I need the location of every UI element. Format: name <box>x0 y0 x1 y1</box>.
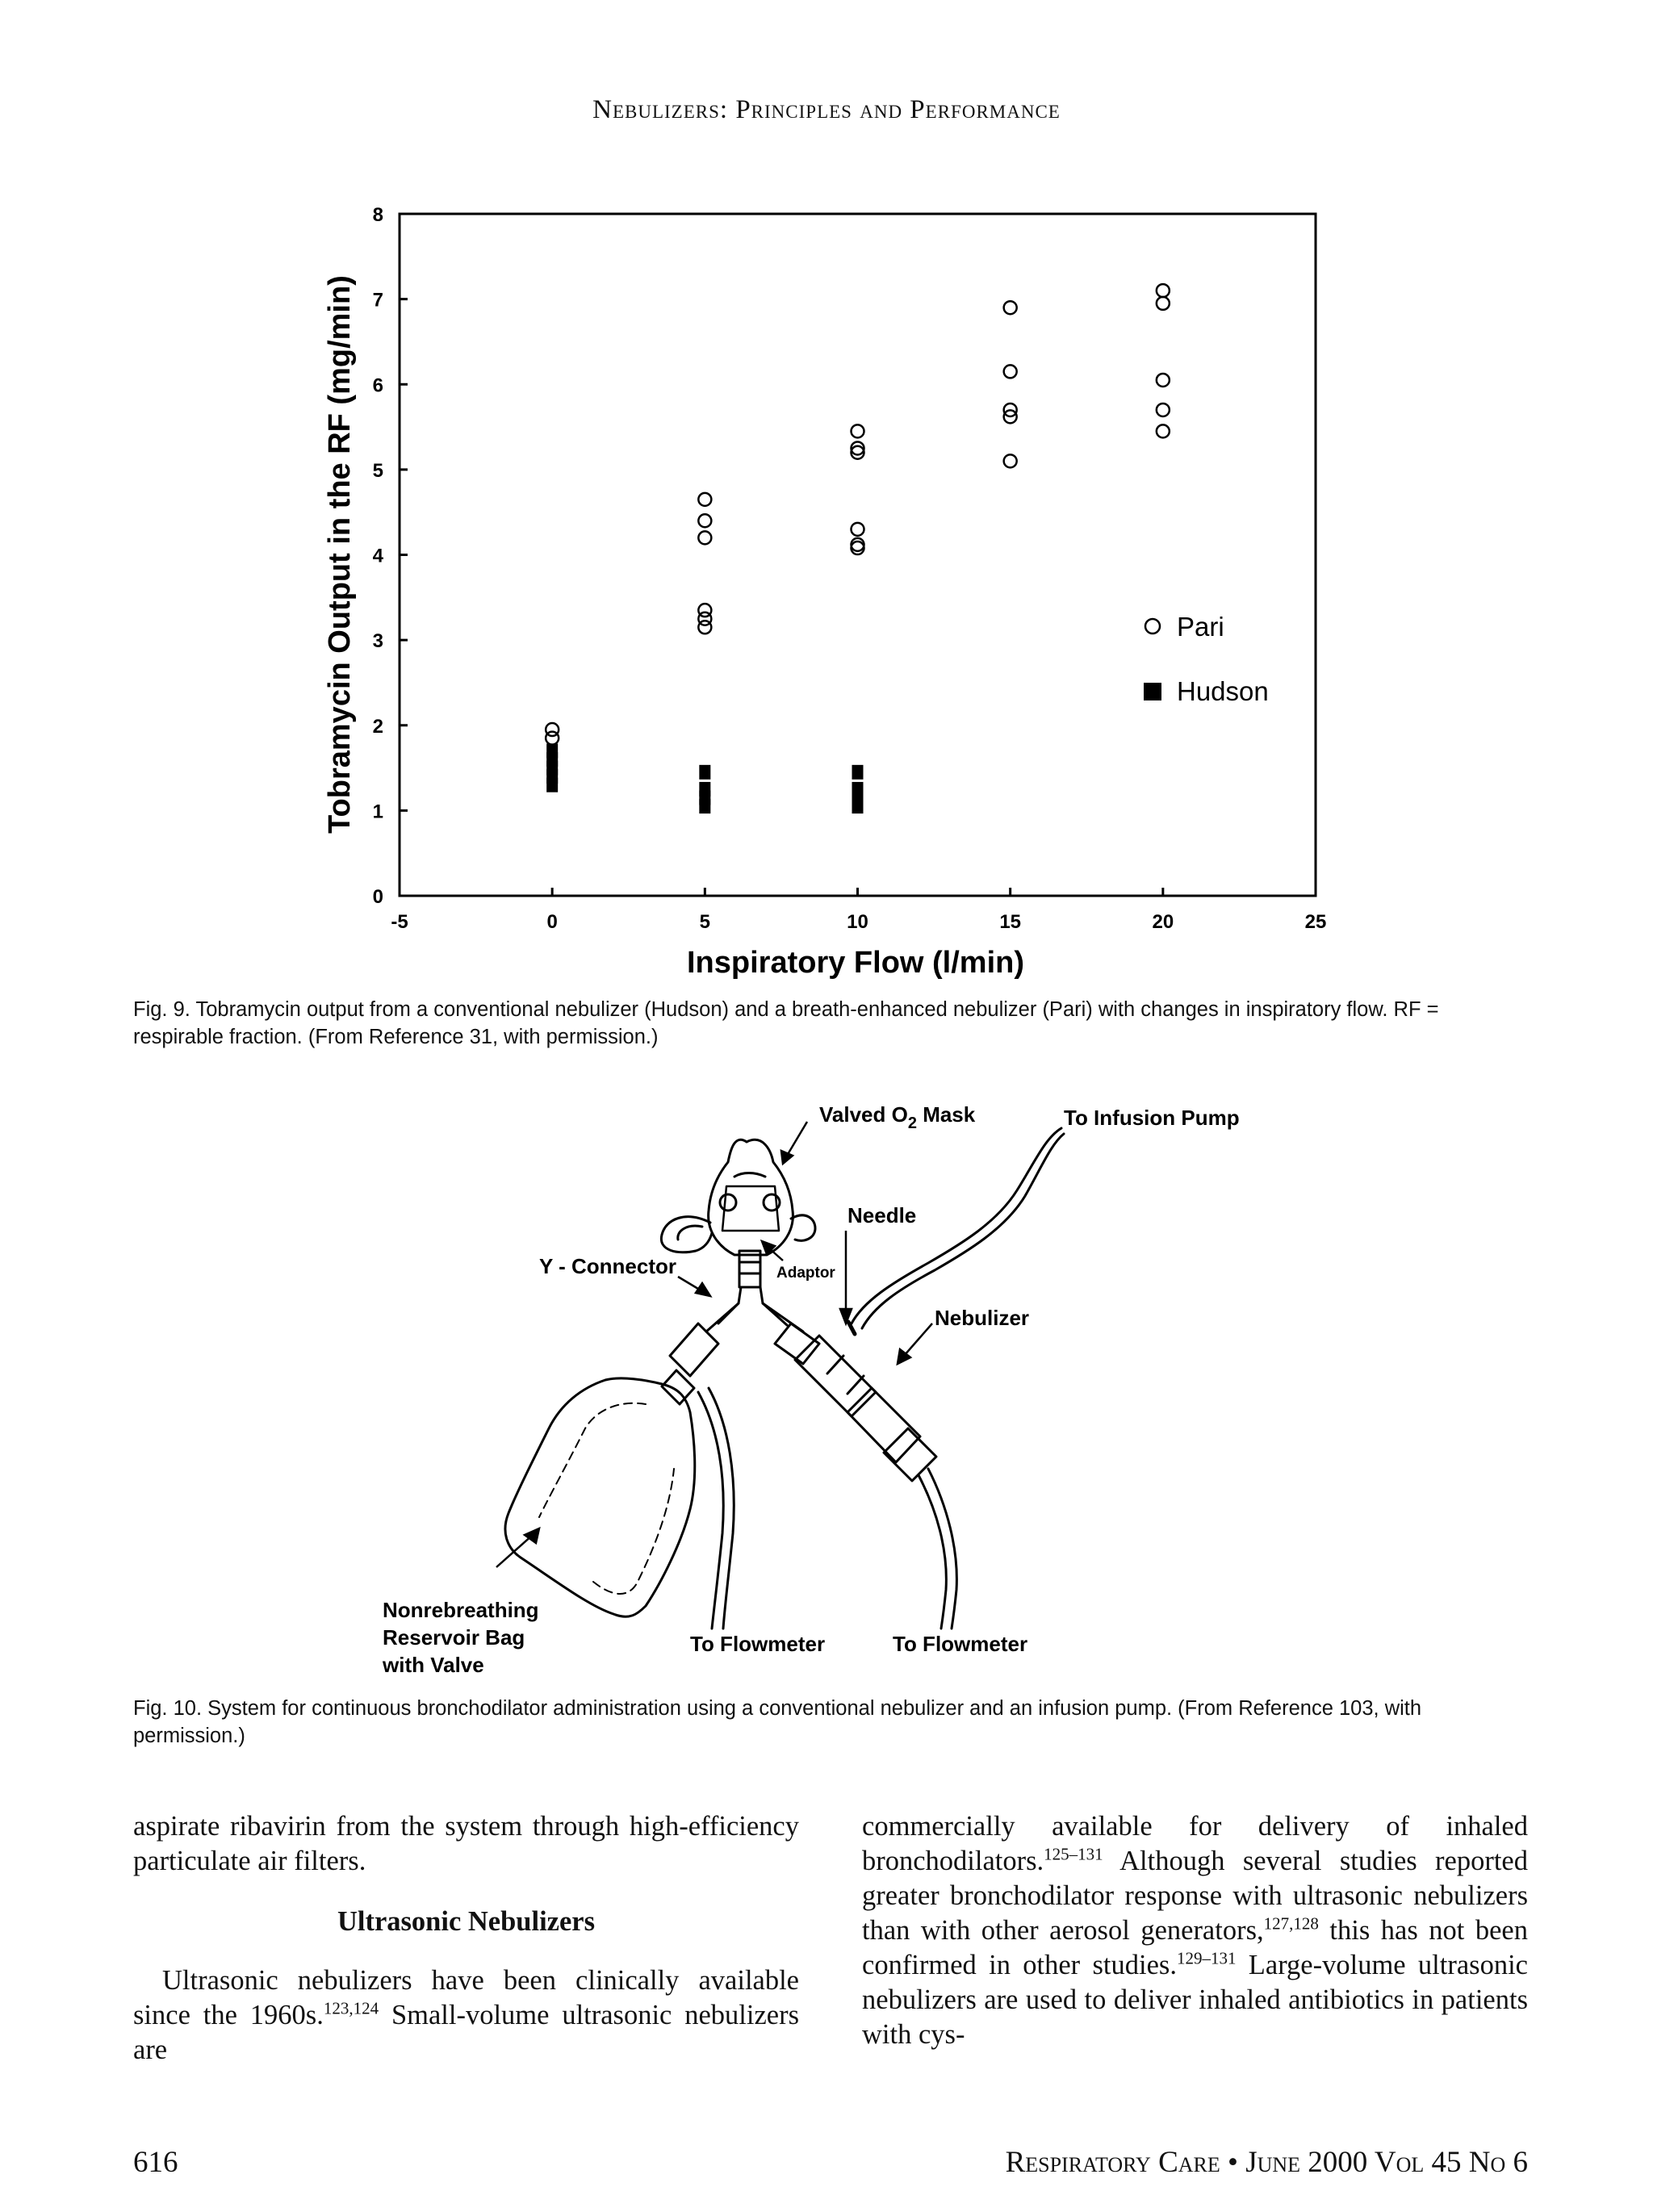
mask-inner-outline <box>722 1186 779 1231</box>
y-tick-label: 1 <box>372 801 383 823</box>
y-tick-label: 3 <box>372 630 383 653</box>
y-axis-label: Tobramycin Output in the RF (mg/min) <box>323 275 357 834</box>
paragraph <box>133 1963 799 2068</box>
journal-footer: Respiratory Care • June 2000 Vol 45 No 6 <box>1005 2146 1528 2179</box>
hudson-point <box>852 799 864 813</box>
mask-port-left <box>720 1194 736 1211</box>
flowmeter-tube-left <box>698 1392 723 1629</box>
text-run: Although several studies reported greater bronchodilator response with ultrasonic nebulizers than with other aerosol generators, <box>862 1846 1528 1946</box>
legend-marker-hudson <box>1144 683 1161 700</box>
label-infusion-pump: To Infusion Pump <box>1064 1106 1240 1130</box>
nebulizer-line <box>827 1356 843 1374</box>
mask-nose-line <box>734 1173 765 1177</box>
label-bag-line3: with Valve <box>383 1653 484 1677</box>
citation: 123,124 <box>323 1998 379 2018</box>
mask-strap-left <box>661 1217 712 1252</box>
figure-10-diagram <box>379 1089 1316 1691</box>
body-column-right <box>862 1809 1528 2052</box>
x-tick-label: 25 <box>1304 911 1327 933</box>
body-column-left <box>133 1809 799 2068</box>
x-tick-label: 10 <box>847 911 868 933</box>
label-bag-line2: Reservoir Bag <box>383 1625 525 1650</box>
label-valved-mask: Valved $O_2$ Mask <box>819 1102 976 1132</box>
x-tick-label: 20 <box>1152 911 1174 933</box>
reservoir-bag <box>505 1378 695 1616</box>
bag-valve-connector <box>670 1323 718 1376</box>
label-flowmeter-left: To Flowmeter <box>690 1632 826 1656</box>
hudson-point <box>852 765 864 780</box>
x-axis-label: Inspiratory Flow (l/min) <box>686 946 1025 980</box>
citation: 127,128 <box>1263 1913 1319 1934</box>
paragraph: aspirate ribavirin from the system through high-efficiency particulate air filters. <box>133 1811 799 1876</box>
figure-9-chart <box>319 194 1340 989</box>
label-bag-line1: Nonrebreathing <box>383 1598 539 1622</box>
x-tick-label: -5 <box>391 911 408 933</box>
chart-background <box>319 194 1340 989</box>
adaptor-tube <box>739 1251 760 1287</box>
running-head: Nebulizers: Principles and Performance <box>592 95 1061 124</box>
hudson-point <box>699 765 710 780</box>
reservoir-bag-inner <box>539 1403 674 1594</box>
legend-label-hudson: Hudson <box>1177 676 1269 706</box>
paragraph <box>862 1809 1528 2052</box>
figure-10-caption: Fig. 10. System for continuous bronchodilator administration using a conventional nebulizer and an infusion pump. (From Reference 103, with permission.) <box>133 1697 1422 1747</box>
nebulizer-pointer <box>904 1323 932 1356</box>
x-tick-label: 5 <box>699 911 711 933</box>
mask-strap-left-inner <box>678 1226 702 1240</box>
text-run: this has not been confirmed in other studies. <box>862 1915 1528 1980</box>
y-tick-label: 5 <box>372 459 383 482</box>
flowmeter-tube-right-2 <box>928 1469 956 1629</box>
label-flowmeter-right: To Flowmeter <box>893 1632 1028 1656</box>
mask-strap-right <box>791 1215 815 1240</box>
citation: 129–131 <box>1176 1948 1237 1968</box>
x-tick-label: 0 <box>546 911 558 933</box>
nebulizer-line-2 <box>847 1376 864 1394</box>
label-adaptor: Adaptor <box>776 1265 835 1282</box>
mask-pointer-head <box>781 1151 793 1164</box>
yconnector-pointer-head <box>696 1283 710 1296</box>
text-run: Large-volume ultrasonic nebulizers are used to deliver inhaled antibiotics in patients with cys- <box>862 1950 1528 2050</box>
text-run: commercially available for delivery of inhaled bronchodilators. <box>862 1811 1528 1876</box>
nebulizer-cup <box>884 1428 936 1481</box>
hudson-point <box>546 778 558 792</box>
mask-pointer <box>787 1122 807 1156</box>
y-tick-label: 0 <box>372 886 383 908</box>
legend-label-pari: Pari <box>1177 612 1224 642</box>
figure-9-caption: Fig. 9. Tobramycin output from a conventional nebulizer (Hudson) and a breath-enhanced nebulizer (Pari) with changes in inspiratory flow. RF = respirable fraction. (From Reference 31, with permission.) <box>133 998 1439 1048</box>
x-tick-label: 15 <box>999 911 1022 933</box>
y-tick-label: 6 <box>372 374 383 397</box>
section-heading: Ultrasonic Nebulizers <box>337 1906 596 1937</box>
label-needle: Needle <box>847 1203 917 1227</box>
y-tick-label: 4 <box>372 545 383 567</box>
page-number: 616 <box>133 2146 178 2179</box>
y-tick-label: 7 <box>372 289 383 312</box>
y-tick-label: 8 <box>372 204 383 226</box>
y-tick-label: 2 <box>372 715 383 738</box>
label-nebulizer: Nebulizer <box>935 1306 1030 1330</box>
text-run: Ultrasonic nebulizers have been clinically available since the 1960s. <box>133 1965 799 2030</box>
label-y-connector: Y - Connector <box>539 1254 676 1278</box>
hudson-point <box>699 799 710 813</box>
text-run: Small-volume ultrasonic nebulizers are <box>133 2000 800 2065</box>
citation: 125–131 <box>1044 1844 1103 1864</box>
